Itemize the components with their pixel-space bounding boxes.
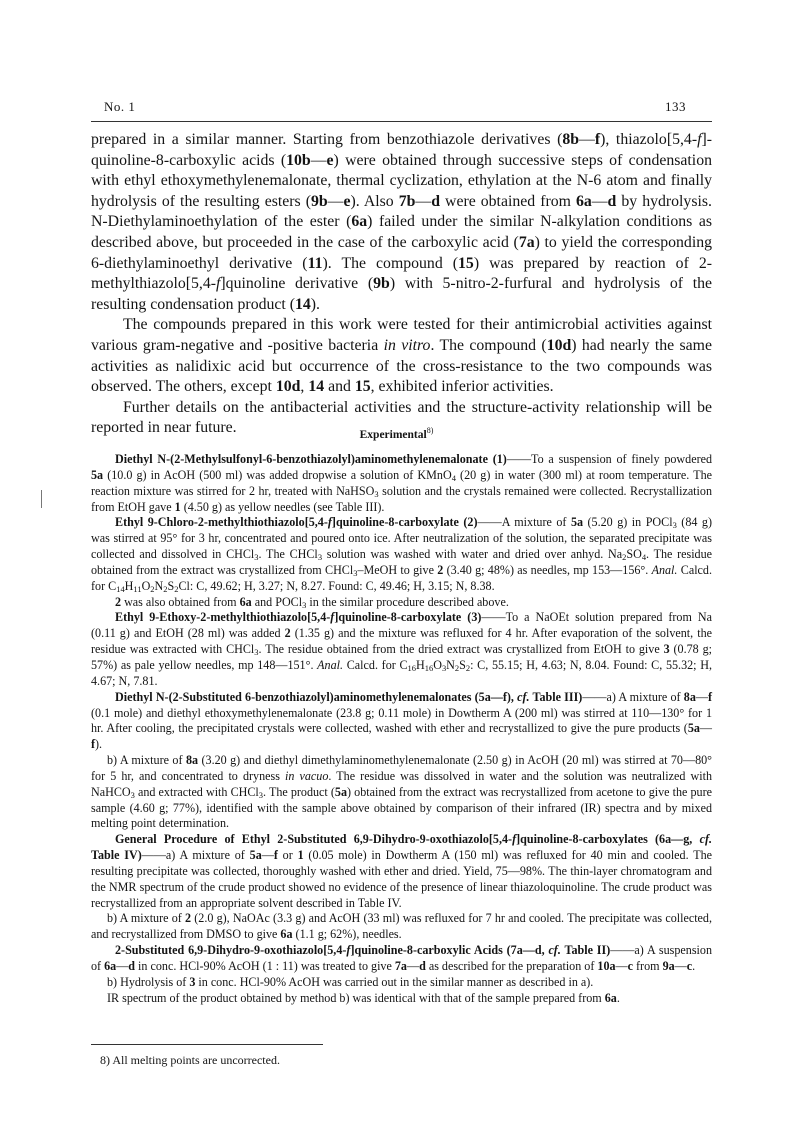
experimental-heading: Experimental$^{8)}$ (359, 426, 434, 441)
exp-paragraph-compound-2-alt: 2 was also obtained from 6a and POCl$_3$ in the similar procedure described above. (115, 594, 509, 610)
footnote-rule (91, 1044, 323, 1045)
experimental-section (91, 452, 712, 1007)
body-paragraph-3: Further details on the antibacterial activities and the structure-activity relationship will be reported in near future. (91, 398, 712, 437)
exp-paragraph-compound-3: Ethyl 9-Ethoxy-2-methylthiothiazolo[5,4-f]quinoline-8-carboxylate (3)——To a NaOEt solution prepared from Na (0.11 g) and EtOH (28 ml) was added 2 (1.35 g) and the mixture was refluxed for 4 hr. After evaporation of the solvent, the residue was extracted with CHCl$_3$. The residue obtained from the dried extract was crystallized from EtOH to give 3 (0.78 g; 57%) as pale yellow needles, mp 148—151°. Anal. Calcd. for $C_{16}H_{16}O_3N_2S_2$: C, 55.15; H, 4.63; N, 8.04. Found: C, 55.32; H, 4.67; N, 7.81. (91, 610, 712, 688)
footnote: 8) All melting points are uncorrected. (100, 1053, 280, 1067)
exp-paragraph-ir-note: IR spectrum of the product obtained by method b) was identical with that of the sample prepared from 6a. (107, 990, 620, 1005)
exp-paragraph-compound-2: Ethyl 9-Chloro-2-methylthiothiazolo[5,4-f]quinoline-8-carboxylate (2)——A mixture of 5a (5.20 g) in POCl$_3$ (84 g) was stirred at 95° for 3 hr, concentrated and poured onto ice. After neutralization of the solution, the separated precipitate was collected and dissolved in CHCl$_3$. The CHCl$_3$ solution was washed with water and dried over anhyd. $Na_2SO_4$. The residue obtained from the extract was crystallized from CHCl$_3$–MeOH to give 2 (3.40 g; 48%) as needles, mp 153—156°. Anal. Calcd. for $C_{14}H_{11}O_2N_2S_2Cl$: C, 49.62; H, 3.27; N, 8.27. Found: C, 49.46; H, 3.15; N, 8.38. (91, 515, 713, 594)
margin-mark (41, 490, 42, 508)
exp-paragraph-7-method-b: b) Hydrolysis of 3 in conc. HCl-90% AcOH was carried out in the similar manner as described in a). (107, 974, 594, 989)
body-paragraph-1: prepared in a similar manner. Starting from benzothiazole derivatives (8b—f), thiazolo[5,4-f]-quinoline-8-carboxylic acids (10b—e) were obtained through successive steps of condensation with ethyl ethoxymethylenemalonate, thermal cyclization, ethylation at the N-6 atom and finally hydrolysis of the resulting esters (9b—e). Also 7b—d were obtained from 6a—d by hydrolysis. N-Diethylaminoethylation of the ester (6a) failed under the similar N-alkylation conditions as described above, but proceeded in the case of the carboxylic acid (7a) to yield the corresponding 6-diethylaminoethyl derivative (11). The compound (15) was prepared by reaction of 2-methylthiazolo[5,4-f]quinoline derivative (9b) with 5-nitro-2-furfural and hydrolysis of the resulting condensation product (14). (91, 131, 713, 313)
exp-paragraph-5a-method-b: b) A mixture of 8a (3.20 g) and diethyl dimethylaminomethylenemalonate (2.50 g) in AcOH (20 ml) was stirred at 70—80° for 5 hr, and concentrated to dryness in vacuo. The residue was dissolved in water and the solution was neutralized with NaHCO$_3$ and extracted with CHCl$_3$. The product (5a) obtained from the extract was recrystallized from acetone to give the pure sample (4.60 g; 77%), identified with the sample above obtained by comparison of their infrared (IR) spectra and by mixed melting point determination. (91, 753, 712, 831)
exp-paragraph-compounds-5a-f: Diethyl N-(2-Substituted 6-benzothiazolyl)aminomethylenemalonates (5a—f), cf. Table III)——a) A mixture of 8a—f (0.1 mole) and diethyl ethoxymethylenemalonate (23.8 g; 0.11 mole) in Dowtherm A (200 ml) was stirred at 110—130° for 1 hr. After cooling, the precipitated crystals were collected, washed with ether and recrystallized to give the pure products (5a—f). (91, 689, 712, 752)
exp-paragraph-general-procedure-6: General Procedure of Ethyl 2-Substituted 6,9-Dihydro-9-oxothiazolo[5,4-f]quinoline-8-carboxylates (6a—g, cf. Table IV)——a) A mixture of 5a—f or 1 (0.05 mole) in Dowtherm A (150 ml) was refluxed for 40 min and cooled. The resulting precipitate was collected, thoroughly washed with ether and dried. Yield, 75—98%. The thin-layer chromatogram and the NMR spectrum of the crude product showed no evidence of the presence of linear thiazoloquinoline. The crude product was recrystallized from an appropriate solvent described in Table IV. (91, 832, 713, 910)
experimental-footnote-ref: 8) (426, 426, 434, 436)
main-text (91, 130, 712, 439)
exp-paragraph-compound-1: Diethyl N-(2-Methylsulfonyl-6-benzothiazolyl)aminomethylenemalonate (1)——To a suspension of finely powdered 5a (10.0 g) in AcOH (500 ml) was added dropwise a solution of KMnO$_4$ (20 g) in water (300 ml) at room temperature. The reaction mixture was stirred for 2 hr, treated with NaHSO$_3$ solution and the crystals remained were collected. Recrystallization from EtOH gave 1 (4.50 g) as yellow needles (see Table III). (91, 452, 713, 514)
page-number: 133 (665, 99, 686, 114)
body-paragraph-2: The compounds prepared in this work were tested for their antimicrobial activities against various gram-negative and -positive bacteria in vitro. The compound (10d) had nearly the same activities as nalidixic acid but occurrence of the cross-resistance to the two compounds was observed. The others, except 10d, 14 and 15, exhibited inferior activities. (91, 316, 712, 396)
header-rule (91, 121, 712, 122)
exp-paragraph-6a-method-b: b) A mixture of 2 (2.0 g), NaOAc (3.3 g) and AcOH (33 ml) was refluxed for 7 hr and cooled. The precipitate was collected, and recrystallized from DMSO to give 6a (1.1 g; 62%), needles. (91, 911, 712, 942)
issue-number: No. 1 (104, 99, 136, 114)
exp-paragraph-acids-7: 2-Substituted 6,9-Dihydro-9-oxothiazolo[5,4-f]quinoline-8-carboxylic Acids (7a—d, cf. Table II)——a) A suspension of 6a—d in conc. HCl-90% AcOH (1 : 11) was treated to give 7a—d as described for the preparation of 10a—c from 9a—c. (91, 943, 712, 973)
